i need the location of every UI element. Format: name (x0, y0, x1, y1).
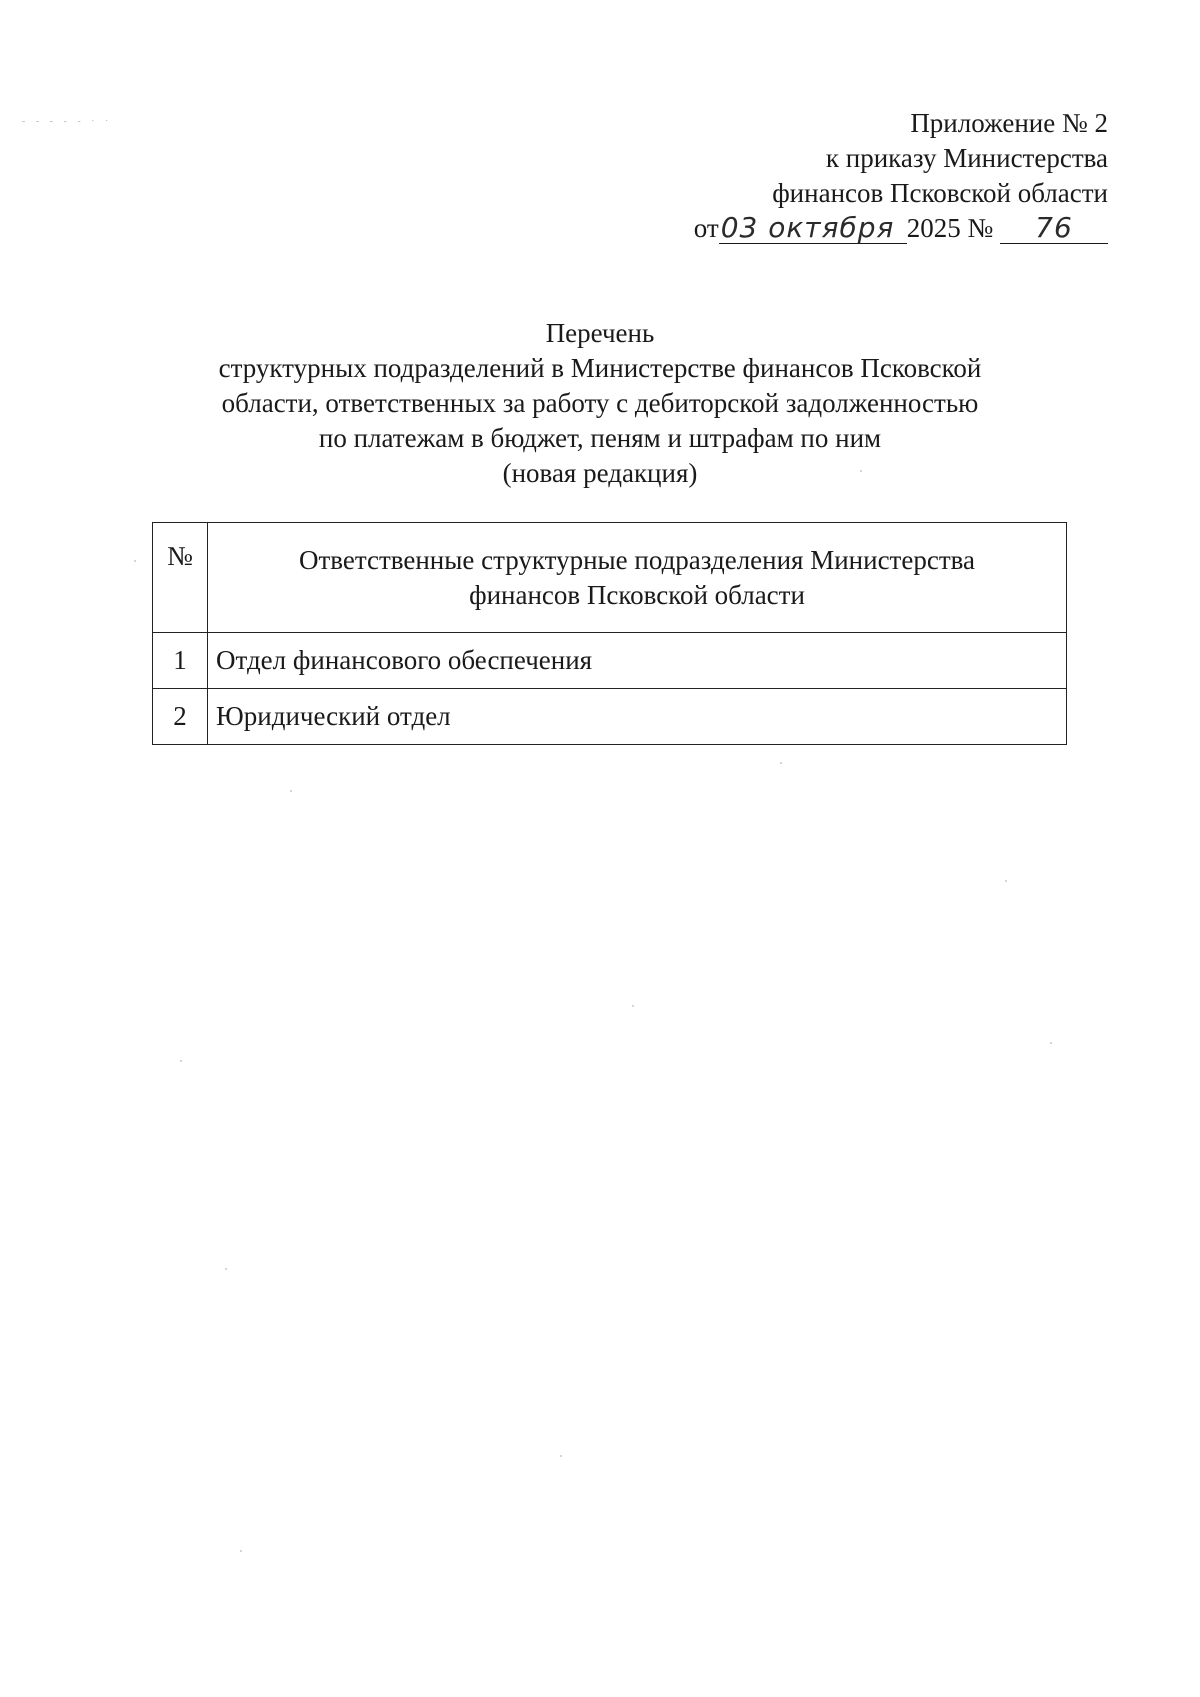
row-number: 2 (153, 689, 208, 745)
ministry-name: финансов Псковской области (772, 178, 1108, 208)
scan-artifact: - - - - - · · (22, 116, 113, 127)
date-prefix: от (693, 213, 719, 243)
appendix-header (648, 106, 1108, 251)
title-line-3: области, ответственных за работу с дебиторской задолженностью (221, 388, 979, 418)
title-line-2: структурных подразделений в Министерстве финансов Псковской (218, 353, 982, 383)
scan-speck (240, 1550, 242, 1552)
department-name: Отдел финансового обеспечения (208, 633, 1067, 689)
scan-speck (180, 1060, 182, 1062)
handwritten-date: 03 октября (719, 213, 907, 244)
table-row (153, 633, 1067, 689)
row-number: 1 (153, 633, 208, 689)
scan-speck (632, 1005, 634, 1007)
scan-speck (290, 790, 292, 792)
order-date-line (648, 211, 1108, 251)
scan-speck (1050, 1042, 1052, 1044)
column-header-number: № (153, 523, 208, 633)
scan-speck (225, 1268, 227, 1270)
scan-speck (780, 762, 782, 764)
document-title (150, 316, 1050, 491)
department-name: Юридический отдел (208, 689, 1067, 745)
year-and-number-label: 2025 № (906, 213, 994, 243)
scan-speck (560, 1455, 562, 1457)
scan-speck (134, 560, 136, 562)
title-line-1: Перечень (545, 318, 655, 348)
order-reference: к приказу Министерства (825, 143, 1108, 173)
table-row (153, 689, 1067, 745)
column-header-department: Ответственные структурные подразделения Министерства финансов Псковской области (208, 523, 1067, 633)
title-line-4: по платежам в бюджет, пеням и штрафам по ним (318, 423, 882, 453)
table-header-row (153, 523, 1067, 633)
handwritten-order-number: 76 (1000, 213, 1108, 244)
departments-table (152, 522, 1067, 745)
title-line-5: (новая редакция) (502, 458, 698, 488)
scan-speck (1005, 880, 1007, 882)
appendix-number: Приложение № 2 (910, 108, 1108, 138)
